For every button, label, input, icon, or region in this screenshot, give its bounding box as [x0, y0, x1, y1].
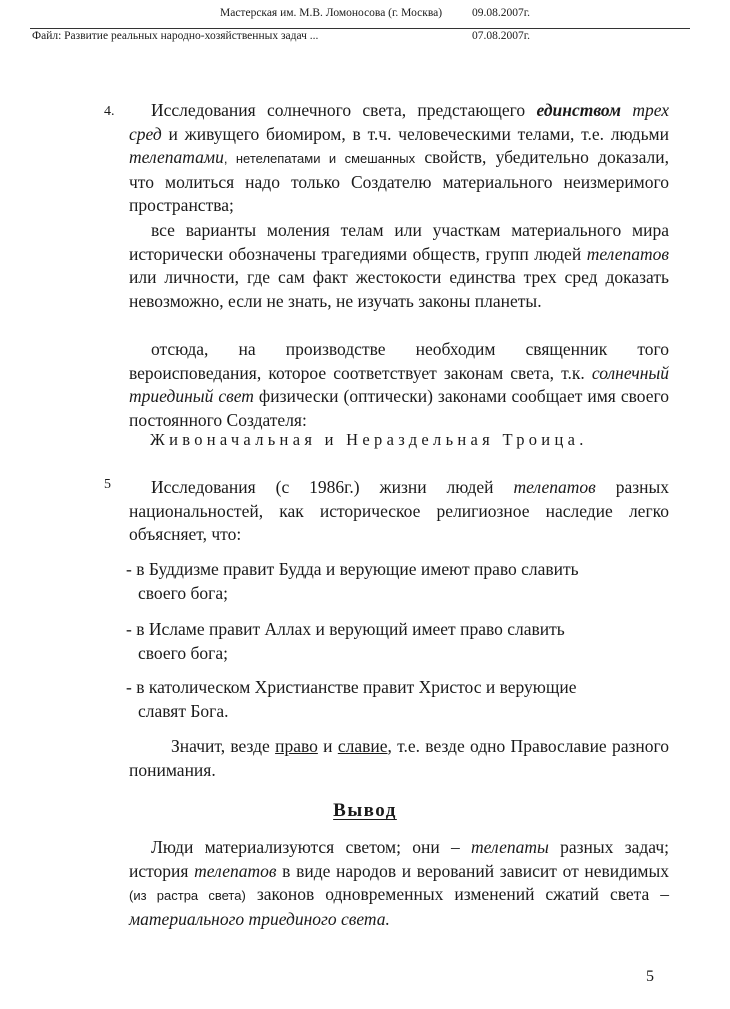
- trinity-line: Живоначальная и Нераздельная Троица.: [150, 430, 588, 449]
- bullet-islam: - в Исламе правит Аллах и верующий имеет право славить своего бога;: [126, 619, 565, 663]
- section-4-paragraph-3: отсюда, на производстве необходим священник того вероисповедания, которое соответствует законам света, т.к. солнечный триединый свет физически (оптически) законами сообщает имя своего постоянного Создателя:: [129, 339, 670, 430]
- section-5-number: 5: [104, 477, 111, 492]
- header-workshop: Мастерская им. М.В. Ломоносова (г. Москва): [220, 7, 443, 19]
- section-4-paragraph-2: все варианты моления телам или участкам материального мира исторически обозначены трагедиями обществ, групп людей телепатов или личности, где сам факт жестокости единства трех сред доказать невозможно, если не знать, не изучать законы планеты.: [129, 220, 669, 311]
- section-5-paragraph-1: Исследования (с 1986г.) жизни людей телепатов разных национальностей, как историческое религиозное наследие легко объясняет, что:: [129, 477, 670, 544]
- page-number: 5: [646, 968, 654, 985]
- section-5-conclusion: Значит, везде право и славие, т.е. везде одно Православие разного понимания.: [129, 736, 670, 780]
- header-file: Файл: Развитие реальных народно-хозяйственных задач ...: [32, 30, 319, 42]
- bullet-buddhism: - в Буддизме правит Будда и верующие имеют право славить своего бога;: [126, 559, 579, 603]
- section-4-number: 4.: [104, 104, 115, 119]
- header-rule: [30, 28, 690, 29]
- header-date-1: 09.08.2007г.: [472, 7, 531, 19]
- bullet-catholicism: - в католическом Христианстве правит Христос и верующие славят Бога.: [126, 677, 577, 721]
- header-date-2: 07.08.2007г.: [472, 30, 531, 42]
- section-4-paragraph-1: Исследования солнечного света, предстающего единством трех сред и живущего биомиром, в т.ч. человеческими телами, т.е. людьми телепатами, нетелепатами и смешанных свойств, убедительно доказали, что молиться надо только Создателю материального неизмеримого пространства;: [129, 100, 670, 215]
- conclusion-title: Вывод: [333, 800, 397, 821]
- conclusion-paragraph: Люди материализуются светом; они – телепаты разных задач; история телепатов в виде народов и верований зависит от невидимых (из растра света) законов одновременных изменений сжатий света – материального триединого света.: [129, 837, 670, 929]
